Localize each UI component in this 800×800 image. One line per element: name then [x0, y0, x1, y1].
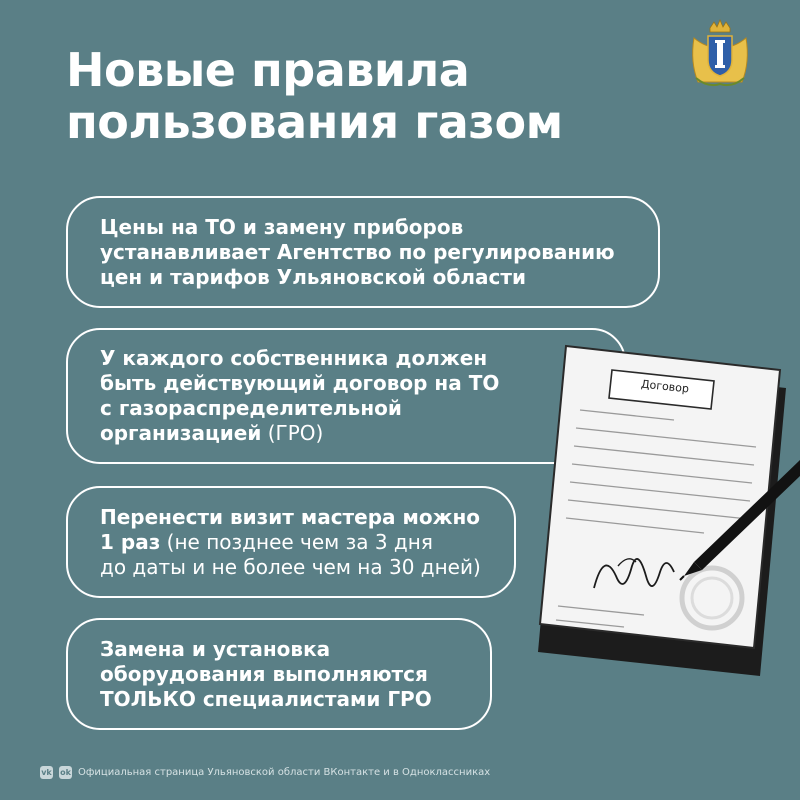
- card-line: с газораспределительной: [100, 396, 402, 420]
- card-line: Перенести визит мастера можно: [100, 504, 481, 529]
- footer-text: Официальная страница Ульяновской области ВКонтакте и в Одноклассниках: [78, 767, 491, 778]
- vk-icon[interactable]: vk: [41, 768, 52, 777]
- page-title: [66, 44, 626, 148]
- card-line: быть действующий договор на ТО: [100, 371, 500, 395]
- card-line: ТОЛЬКО специалистами ГРО: [100, 686, 432, 711]
- card-line: Замена и установка: [100, 636, 331, 661]
- rule-card-prices: [66, 196, 660, 308]
- card-line: до даты и не более чем на 30 дней): [100, 554, 481, 579]
- ok-icon[interactable]: ok: [60, 768, 71, 777]
- rule-card-replacement: [66, 618, 492, 730]
- rule-card-reschedule: [66, 486, 516, 598]
- card-line: организацией (ГРО): [100, 421, 324, 445]
- card-line: устанавливает Агентство по регулированию: [100, 239, 615, 264]
- card-line: Цены на ТО и замену приборов: [100, 214, 464, 239]
- card-line: У каждого собственника должен: [100, 346, 488, 370]
- footer: [40, 766, 490, 779]
- coat-of-arms-icon: [688, 18, 752, 90]
- title-line-1: Новые правила: [66, 43, 470, 97]
- card-line: оборудования выполняются: [100, 661, 428, 686]
- document-label: Договор: [640, 377, 690, 396]
- title-line-2: пользования газом: [66, 95, 563, 149]
- card-line: 1 раз (не позднее чем за 3 дня: [100, 529, 433, 554]
- card-line: цен и тарифов Ульяновской области: [100, 264, 526, 289]
